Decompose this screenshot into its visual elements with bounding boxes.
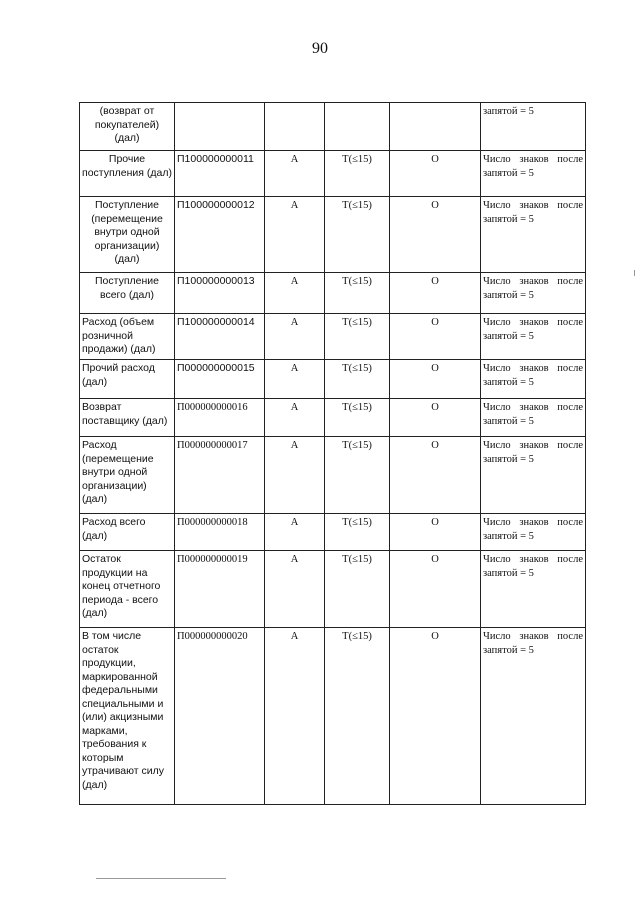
- scan-artifact-tick: [634, 270, 635, 276]
- cell-length: Т(≤15): [325, 360, 390, 399]
- cell-type: А: [265, 628, 325, 805]
- cell-type: А: [265, 197, 325, 273]
- table-row: [80, 273, 586, 314]
- cell-type: А: [265, 314, 325, 360]
- cell-note: запятой = 5: [481, 103, 586, 151]
- cell-name: Расход (объем розничной продажи) (дал): [80, 314, 175, 360]
- cell-note: Число знаков после запятой = 5: [481, 360, 586, 399]
- cell-length: Т(≤15): [325, 197, 390, 273]
- cell-type: А: [265, 399, 325, 437]
- scan-artifact-line: [96, 878, 226, 879]
- cell-name: Прочие поступления (дал): [80, 151, 175, 197]
- table-row: [80, 151, 586, 197]
- cell-note: Число знаков после запятой = 5: [481, 437, 586, 514]
- cell-requirement: О: [390, 151, 481, 197]
- cell-requirement: О: [390, 628, 481, 805]
- cell-code: П000000000017: [175, 437, 265, 514]
- page-number: 90: [312, 40, 328, 57]
- cell-requirement: О: [390, 399, 481, 437]
- cell-name: Поступление всего (дал): [80, 273, 175, 314]
- table-row: [80, 628, 586, 805]
- cell-length: Т(≤15): [325, 551, 390, 628]
- cell-code: П000000000019: [175, 551, 265, 628]
- cell-type: А: [265, 151, 325, 197]
- cell-name: (возврат от покупателей) (дал): [80, 103, 175, 151]
- cell-requirement: О: [390, 514, 481, 551]
- cell-type: [265, 103, 325, 151]
- cell-name: Поступление (перемещение внутри одной организации) (дал): [80, 197, 175, 273]
- table-row: [80, 551, 586, 628]
- cell-code: П100000000011: [175, 151, 265, 197]
- cell-code: П000000000015: [175, 360, 265, 399]
- cell-name: Расход (перемещение внутри одной организации) (дал): [80, 437, 175, 514]
- cell-note: Число знаков после запятой = 5: [481, 551, 586, 628]
- cell-type: А: [265, 360, 325, 399]
- cell-requirement: О: [390, 273, 481, 314]
- cell-name: Возврат поставщику (дал): [80, 399, 175, 437]
- cell-length: Т(≤15): [325, 314, 390, 360]
- cell-requirement: О: [390, 197, 481, 273]
- cell-length: Т(≤15): [325, 273, 390, 314]
- cell-code: П100000000013: [175, 273, 265, 314]
- cell-name: В том числе остаток продукции, маркированной федеральными специальными и (или) акцизными марками, требования к которым утрачивают силу (дал): [80, 628, 175, 805]
- cell-type: А: [265, 514, 325, 551]
- cell-requirement: О: [390, 437, 481, 514]
- table-row: [80, 514, 586, 551]
- cell-length: Т(≤15): [325, 628, 390, 805]
- cell-name: Расход всего (дал): [80, 514, 175, 551]
- cell-code: П000000000016: [175, 399, 265, 437]
- cell-note: Число знаков после запятой = 5: [481, 628, 586, 805]
- cell-note: Число знаков после запятой = 5: [481, 151, 586, 197]
- table-body: [80, 103, 586, 805]
- requisites-table: [79, 102, 586, 805]
- cell-name: Остаток продукции на конец отчетного периода - всего (дал): [80, 551, 175, 628]
- cell-note: Число знаков после запятой = 5: [481, 514, 586, 551]
- cell-note: Число знаков после запятой = 5: [481, 399, 586, 437]
- cell-requirement: О: [390, 360, 481, 399]
- cell-requirement: О: [390, 551, 481, 628]
- cell-length: Т(≤15): [325, 514, 390, 551]
- cell-note: Число знаков после запятой = 5: [481, 273, 586, 314]
- cell-name: Прочий расход (дал): [80, 360, 175, 399]
- cell-requirement: О: [390, 314, 481, 360]
- cell-type: А: [265, 551, 325, 628]
- cell-length: Т(≤15): [325, 399, 390, 437]
- table-row: [80, 360, 586, 399]
- table-row: [80, 197, 586, 273]
- cell-type: А: [265, 437, 325, 514]
- cell-code: П100000000012: [175, 197, 265, 273]
- cell-type: А: [265, 273, 325, 314]
- cell-requirement: [390, 103, 481, 151]
- cell-length: [325, 103, 390, 151]
- cell-note: Число знаков после запятой = 5: [481, 314, 586, 360]
- cell-code: [175, 103, 265, 151]
- table-row: [80, 399, 586, 437]
- cell-code: П000000000020: [175, 628, 265, 805]
- cell-length: Т(≤15): [325, 151, 390, 197]
- table-row: [80, 437, 586, 514]
- table-row: [80, 314, 586, 360]
- cell-length: Т(≤15): [325, 437, 390, 514]
- cell-code: П000000000018: [175, 514, 265, 551]
- cell-note: Число знаков после запятой = 5: [481, 197, 586, 273]
- cell-code: П100000000014: [175, 314, 265, 360]
- table-row: [80, 103, 586, 151]
